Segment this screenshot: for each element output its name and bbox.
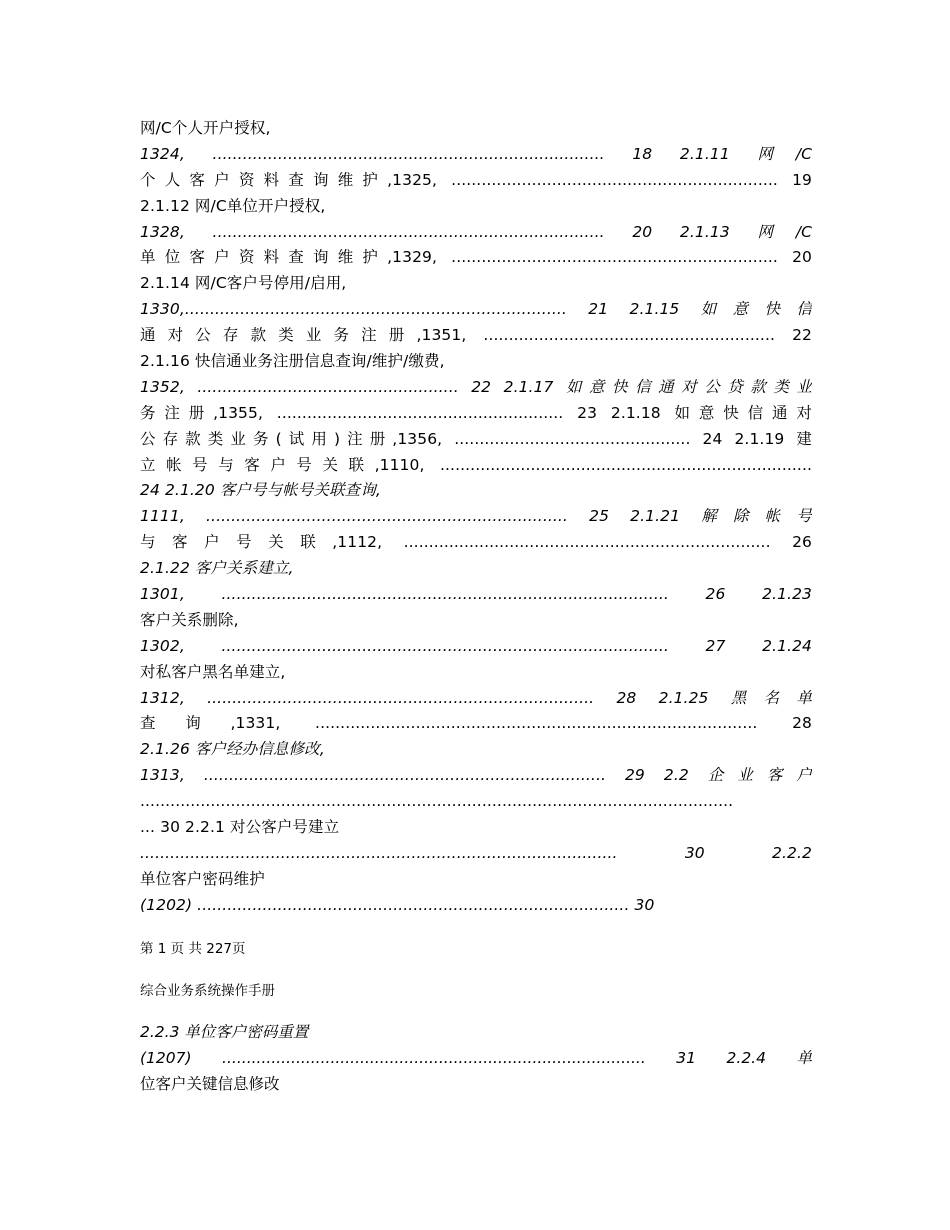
toc-line: 1324, .............................................................................. 18 2.1.11 网/C (140, 144, 812, 163)
toc-line: 客户关系删除, (140, 610, 239, 629)
toc-line: 位客户关键信息修改 (140, 1074, 280, 1093)
toc-line: 与客户号关联,1112, ......................................................................... 26 (140, 533, 812, 552)
toc-line: 对私客户黑名单建立, (140, 662, 286, 681)
toc-line: 2.2.3 单位客户密码重置 (140, 1023, 309, 1041)
toc-line: 2.1.16 快信通业务注册信息查询/维护/缴费, (140, 352, 445, 371)
toc-line: 1302, ......................................................................................... 27 2.1.24 (140, 636, 812, 655)
page-footer: 第 1 页 共 227页 (140, 941, 246, 957)
toc-line: 2.1.26 客户经办信息修改, (140, 740, 325, 759)
toc-line: 2.1.12 网/C单位开户授权, (140, 196, 326, 215)
toc-line: 1313, ................................................................................ 29 2.2 企业客户 (140, 766, 812, 785)
toc-line: 1330,............................................................................ 21 2.1.15 如意快信 (140, 300, 812, 319)
toc-line: 务注册,1355, ......................................................... 23 2.1.18 如意快信通对 (140, 403, 812, 422)
document-title: 综合业务系统操作手册 (140, 983, 275, 999)
toc-line: 通对公存款类业务注册,1351, .......................................................... 22 (140, 326, 812, 345)
table-of-contents (140, 116, 812, 919)
toc-line: 网/C个人开户授权, (140, 119, 271, 137)
toc-line: (1207) ...................................................................................... 31 2.2.4 单 (140, 1048, 812, 1067)
toc-line: ... 30 2.2.1 对公客户号建立 (140, 818, 340, 837)
table-of-contents-continued (140, 1020, 812, 1098)
toc-line: ............................................................................................... 30 2.2.2 (140, 843, 812, 862)
toc-line: (1202) ...................................................................................... 30 (140, 895, 655, 914)
toc-line: ...................................................................................................................... (140, 792, 734, 811)
toc-line: 个人客户资料查询维护,1325, ................................................................. 19 (140, 170, 812, 189)
toc-line: 1352, .................................................... 22 2.1.17 如意快信通对公贷款类业 (140, 377, 812, 396)
toc-line: 1312, ............................................................................. 28 2.1.25 黑名单 (140, 688, 812, 707)
toc-line: 单位客户密码维护 (140, 869, 265, 888)
toc-line: 24 2.1.20 客户号与帐号关联查询, (140, 481, 381, 500)
toc-line: 公存款类业务(试用)注册,1356, ............................................... 24 2.1.19 建 (140, 429, 812, 448)
toc-line: 1328, .............................................................................. 20 2.1.13 网/C (140, 222, 812, 241)
toc-line: 立帐号与客户号关联,1110, .......................................................................... (140, 455, 812, 474)
toc-line: 2.1.22 客户关系建立, (140, 559, 294, 578)
toc-line: 1301, ......................................................................................... 26 2.1.23 (140, 585, 812, 604)
toc-line: 单位客户资料查询维护,1329, ................................................................. 20 (140, 248, 812, 267)
toc-line: 2.1.14 网/C客户号停用/启用, (140, 274, 347, 293)
toc-line: 查询,1331, ........................................................................................ 28 (140, 714, 812, 733)
toc-line: 1111, ........................................................................ 25 2.1.21 解除帐号 (140, 507, 812, 526)
